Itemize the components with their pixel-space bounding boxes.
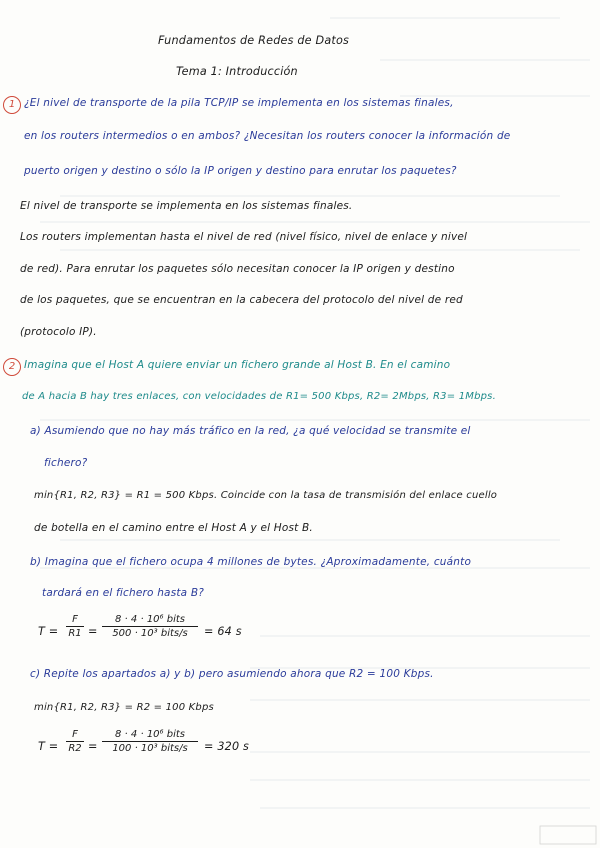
question-1-marker: 1 (3, 96, 21, 114)
q2b-frac1-denominator: R1 (68, 628, 82, 639)
page-subtitle: Tema 1: Introducción (176, 65, 298, 78)
q2b-frac-f-over-r1 (66, 614, 84, 639)
q2a-question-line-1: a) Asumiendo que no hay más tráfico en la red, ¿a qué velocidad se transmite el (30, 425, 471, 437)
q2b-frac2-denominator: 500 · 10³ bits/s (112, 628, 188, 639)
q2b-frac-values (102, 614, 198, 639)
q2c-frac2-denominator: 100 · 10³ bits/s (112, 743, 188, 754)
q1-question-line-3: puerto origen y destino o sólo la IP origen y destino para enrutar los paquetes? (24, 165, 457, 177)
q2-question-line-2: de A hacia B hay tres enlaces, con velocidades de R1= 500 Kbps, R2= 2Mbps, R3= 1Mbps. (22, 391, 496, 402)
q2b-question-line-1: b) Imagina que el fichero ocupa 4 millones de bytes. ¿Aproximadamente, cuánto (30, 556, 472, 568)
q1-question-line-2: en los routers intermedios o en ambos? ¿Necesitan los routers conocer la información de (24, 130, 511, 142)
q2a-answer-line-2: de botella en el camino entre el Host A y el Host B. (34, 522, 313, 534)
q2c-question-line-1: c) Repite los apartados a) y b) pero asumiendo ahora que R2 = 100 Kbps. (30, 668, 434, 680)
q2b-eq-result: = 64 s (204, 625, 242, 638)
q2a-question-line-2: fichero? (44, 457, 88, 469)
q2c-eq-result: = 320 s (204, 740, 250, 753)
q2c-eq-lhs: T = (38, 740, 59, 753)
q1-question-line-1: ¿El nivel de transporte de la pila TCP/IP se implementa en los sistemas finales, (24, 97, 454, 109)
q2c-frac1-denominator: R2 (68, 743, 82, 754)
q2c-answer-min: min{R1, R2, R3} = R2 = 100 Kbps (34, 702, 214, 713)
q2b-eq-mid: = (88, 625, 98, 638)
q1-answer-line-1: El nivel de transporte se implementa en los sistemas finales. (20, 200, 353, 212)
question-2-marker: 2 (3, 358, 21, 376)
q2b-eq-lhs: T = (38, 625, 59, 638)
q1-answer-line-5: (protocolo IP). (20, 326, 97, 338)
q2c-frac2-numerator: 8 · 4 · 10⁶ bits (102, 729, 198, 742)
q2c-frac-values (102, 729, 198, 754)
q2b-question-line-2: tardará en el fichero hasta B? (42, 587, 205, 599)
q1-answer-line-4: de los paquetes, que se encuentran en la cabecera del protocolo del nivel de red (20, 294, 463, 306)
q2c-frac-f-over-r2 (66, 729, 84, 754)
q1-answer-line-2: Los routers implementan hasta el nivel de red (nivel físico, nivel de enlace y nivel (20, 231, 468, 243)
q2-question-line-1: Imagina que el Host A quiere enviar un fichero grande al Host B. En el camino (24, 359, 451, 371)
q1-answer-line-3: de red). Para enrutar los paquetes sólo necesitan conocer la IP origen y destino (20, 263, 455, 275)
q2b-frac1-numerator: F (66, 614, 84, 627)
q2c-frac1-numerator: F (66, 729, 84, 742)
q2b-frac2-numerator: 8 · 4 · 10⁶ bits (102, 614, 198, 627)
page-title: Fundamentos de Redes de Datos (158, 34, 350, 47)
q2c-eq-mid: = (88, 740, 98, 753)
q2a-answer-line-1: min{R1, R2, R3} = R1 = 500 Kbps. Coincide con la tasa de transmisión del enlace cuello (34, 490, 498, 501)
